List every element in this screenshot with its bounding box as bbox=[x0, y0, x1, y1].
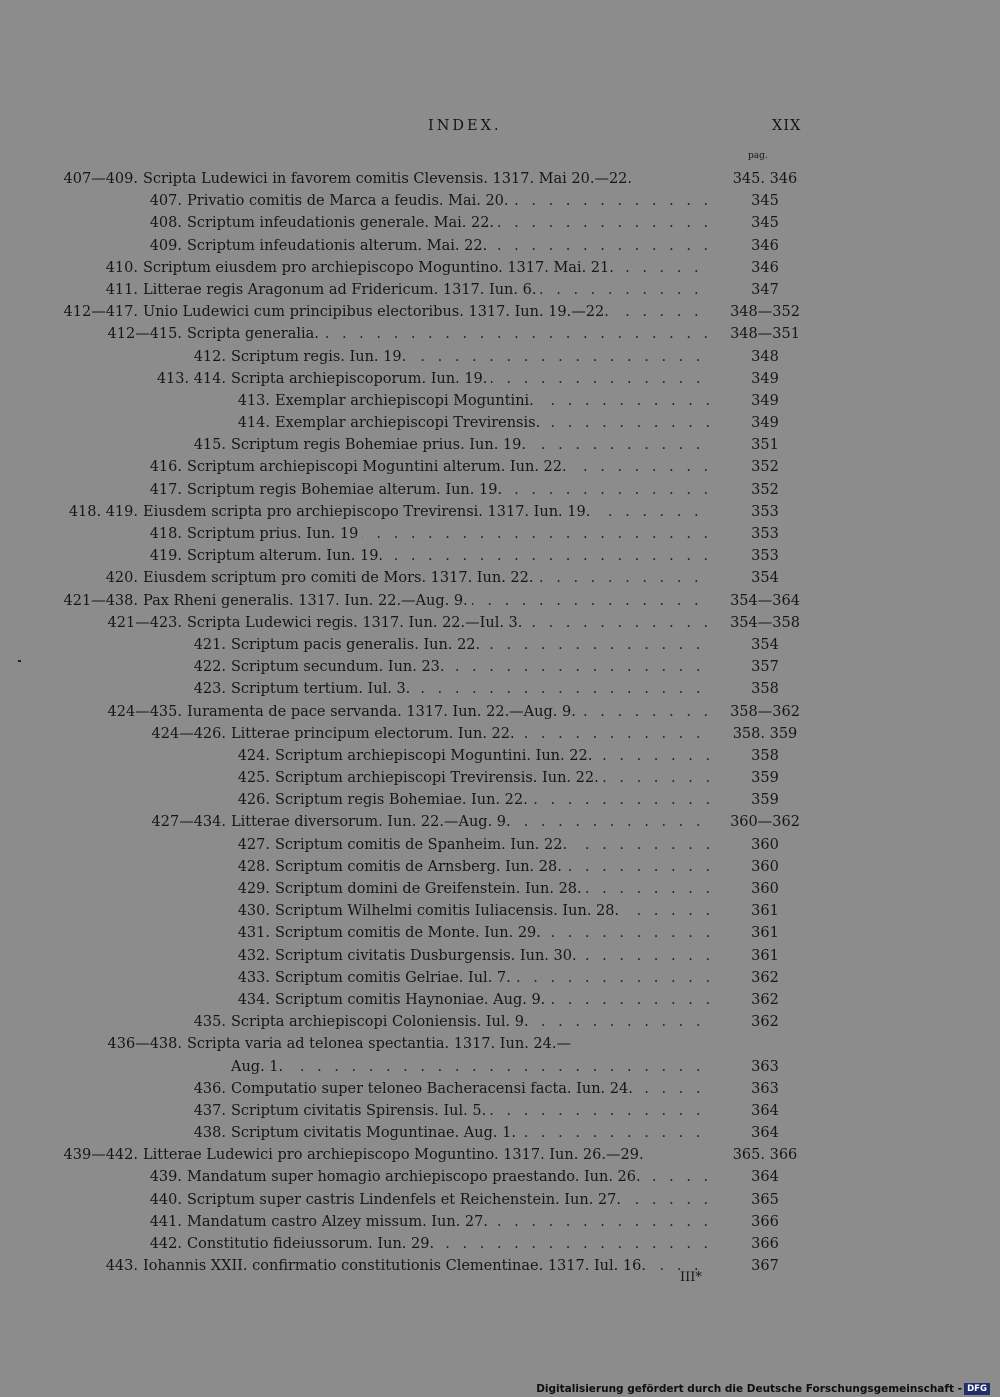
entry-number: 417. bbox=[149, 481, 182, 498]
funding-notice: Digitalisierung gefördert durch die Deutsche Forschungsgemeinschaft - bbox=[536, 1383, 962, 1395]
index-entry bbox=[0, 257, 1000, 279]
entry-page: 354—358 bbox=[730, 614, 800, 631]
index-entry bbox=[0, 1189, 1000, 1211]
entry-page: 346 bbox=[751, 259, 779, 276]
entry-number: 413. 414. bbox=[156, 370, 226, 387]
entry-page: 366 bbox=[751, 1213, 779, 1230]
entry-number: 407. bbox=[149, 193, 182, 210]
entry-title bbox=[231, 1011, 712, 1033]
entry-number: 438. bbox=[193, 1125, 226, 1142]
index-entry bbox=[0, 900, 1000, 922]
index-entry bbox=[0, 1011, 1000, 1033]
entry-title-text: Scriptum comitis de Spanheim. Iun. 22. bbox=[275, 837, 571, 853]
entry-number: 429. bbox=[237, 881, 270, 897]
entry-title-text: Iuramenta de pace servanda. 1317. Iun. 22.—Aug. 9. bbox=[187, 704, 580, 720]
index-entry bbox=[0, 346, 1000, 368]
entry-page: 353 bbox=[751, 548, 779, 565]
index-entry bbox=[0, 1255, 1000, 1277]
entry-title-text: Eiusdem scriptum pro comiti de Mors. 1317. Iun. 22. bbox=[143, 570, 537, 586]
entry-title bbox=[275, 390, 712, 412]
entry-number: 419. bbox=[149, 548, 182, 565]
entry-number: 441. bbox=[149, 1213, 182, 1230]
entry-number: 431. bbox=[237, 925, 270, 942]
entry-page: 358—362 bbox=[730, 703, 800, 720]
entry-page: 351 bbox=[751, 437, 779, 454]
entry-number: 426. bbox=[237, 792, 270, 809]
entry-number: 435. bbox=[193, 1014, 226, 1031]
index-entry bbox=[0, 878, 1000, 900]
entry-title bbox=[143, 1255, 712, 1277]
entry-page: 358. 359 bbox=[732, 725, 798, 742]
entry-title-text: Litterae diversorum. Iun. 22.—Aug. 9. bbox=[231, 814, 515, 830]
index-entry bbox=[0, 390, 1000, 412]
entry-title-text: Scriptum infeudationis generale. Mai. 22. bbox=[187, 215, 498, 231]
entry-page: 360—362 bbox=[730, 814, 800, 831]
entry-title-text: Scriptum civitatis Spirensis. Iul. 5. bbox=[231, 1103, 490, 1119]
index-entry bbox=[0, 678, 1000, 700]
entry-title-text: Scriptum comitis Haynoniae. Aug. 9. bbox=[275, 992, 549, 1008]
entry-number: 433. bbox=[237, 969, 270, 986]
entry-title-text: Eiusdem scripta pro archiepiscopo Trevirensi. 1317. Iun. 19. bbox=[143, 504, 594, 520]
entry-page: 354 bbox=[751, 636, 779, 653]
entry-title bbox=[143, 1144, 728, 1166]
entry-page: 358 bbox=[751, 681, 779, 698]
entry-number: 432. bbox=[237, 947, 270, 964]
entry-number: 408. bbox=[149, 215, 182, 232]
entry-title bbox=[231, 656, 712, 678]
entry-title bbox=[187, 190, 712, 212]
index-entry bbox=[0, 212, 1000, 234]
entry-page: 349 bbox=[751, 415, 779, 432]
index-entry bbox=[0, 701, 1000, 723]
entry-number: 410. bbox=[105, 259, 138, 276]
entry-page: 360 bbox=[751, 836, 779, 853]
entry-page: 367 bbox=[751, 1258, 779, 1275]
entry-title bbox=[231, 678, 712, 700]
entry-title-text: Scriptum regis. Iun. 19. bbox=[231, 349, 410, 365]
entry-title bbox=[275, 900, 712, 922]
entry-title bbox=[231, 1122, 712, 1144]
index-entry bbox=[0, 922, 1000, 944]
entry-number: 424. bbox=[237, 747, 270, 764]
index-entry bbox=[0, 190, 1000, 212]
entry-title-text: Scriptum secundum. Iun. 23. bbox=[231, 659, 449, 675]
entry-title-text: Scriptum comitis de Arnsberg. Iun. 28. bbox=[275, 859, 566, 875]
index-entry bbox=[0, 612, 1000, 634]
entry-title-text: Constitutio fideiussorum. Iun. 29. bbox=[187, 1236, 438, 1252]
entry-page: 345 bbox=[751, 193, 779, 210]
entry-number: 439—442. bbox=[63, 1147, 138, 1164]
entry-title bbox=[231, 1100, 712, 1122]
entry-title-text: Scripta generalia. bbox=[187, 326, 323, 342]
entry-number: 427. bbox=[237, 836, 270, 853]
entry-page: 347 bbox=[751, 281, 779, 298]
entry-title bbox=[187, 612, 712, 634]
entry-number: 443. bbox=[105, 1258, 138, 1275]
entry-title-text: Scriptum archiepiscopi Moguntini alterum. Iun. 22. bbox=[187, 459, 571, 475]
entry-title bbox=[275, 989, 712, 1011]
signature-mark: III* bbox=[680, 1270, 702, 1285]
entry-title bbox=[275, 834, 712, 856]
index-entry bbox=[0, 479, 1000, 501]
entry-title-text: Scriptum domini de Greifenstein. Iun. 28. bbox=[275, 881, 586, 897]
entry-title-text: Scriptum regis Bohemiae. Iun. 22. bbox=[275, 792, 532, 808]
entry-title-text: Mandatum super homagio archiepiscopo praestando. Iun. 26. bbox=[187, 1169, 645, 1185]
entry-title-text: Scriptum tertium. Iul. 3. bbox=[231, 681, 414, 697]
entry-title bbox=[231, 368, 712, 390]
entry-title bbox=[231, 811, 712, 833]
entry-number: 412—415. bbox=[107, 326, 182, 343]
entry-page: 362 bbox=[751, 991, 779, 1008]
entry-title bbox=[187, 1033, 728, 1055]
entry-title-text: Scriptum Wilhelmi comitis Iuliacensis. Iun. 28. bbox=[275, 903, 623, 919]
entry-page: 354 bbox=[751, 570, 779, 587]
index-entries bbox=[0, 168, 1000, 1277]
index-entry bbox=[0, 789, 1000, 811]
entry-number: 407—409. bbox=[63, 171, 138, 187]
entry-number: 428. bbox=[237, 858, 270, 875]
entry-title bbox=[275, 967, 712, 989]
entry-page: 361 bbox=[751, 903, 779, 920]
entry-page: 348—352 bbox=[730, 304, 800, 321]
entry-title bbox=[231, 434, 712, 456]
entry-title-text: Litterae principum electorum. Iun. 22. bbox=[231, 726, 519, 742]
entry-page: 361 bbox=[751, 925, 779, 942]
entry-title bbox=[231, 723, 712, 745]
entry-number: 437. bbox=[193, 1102, 226, 1119]
entry-number: 412. bbox=[193, 348, 226, 365]
entry-number: 440. bbox=[149, 1191, 182, 1208]
entry-title-text: Scriptum archiepiscopi Moguntini. Iun. 22. bbox=[275, 748, 596, 764]
entry-number: 421—423. bbox=[107, 614, 182, 631]
entry-title bbox=[231, 634, 712, 656]
entry-title-text: Scriptum alterum. Iun. 19. bbox=[187, 548, 387, 564]
entry-number: 413. bbox=[237, 392, 270, 409]
index-entry bbox=[0, 834, 1000, 856]
dfg-logo: DFG bbox=[964, 1383, 990, 1395]
entry-title-text: Scripta archiepiscopi Coloniensis. Iul. 9. bbox=[231, 1014, 533, 1030]
index-entry bbox=[0, 1144, 1000, 1166]
page-header-number: XIX bbox=[772, 118, 802, 134]
entry-number: 421—438. bbox=[63, 592, 138, 609]
index-entry bbox=[0, 590, 1000, 612]
entry-title bbox=[187, 1211, 712, 1233]
entry-page: 353 bbox=[751, 526, 779, 542]
entry-title-text: Scripta varia ad telonea spectantia. 1317. Iun. 24.— bbox=[187, 1036, 575, 1052]
entry-title bbox=[275, 745, 712, 767]
entry-title bbox=[187, 235, 712, 257]
entry-page: 361 bbox=[751, 947, 779, 964]
index-entry bbox=[0, 1100, 1000, 1122]
entry-title-text: Mandatum castro Alzey missum. Iun. 27. bbox=[187, 1214, 492, 1230]
entry-page: 346 bbox=[751, 237, 779, 254]
entry-number: 427—434. bbox=[151, 814, 226, 831]
index-entry bbox=[0, 434, 1000, 456]
entry-page: 366 bbox=[751, 1236, 779, 1252]
entry-page: 363 bbox=[751, 1058, 779, 1075]
entry-title bbox=[187, 456, 712, 478]
entry-title bbox=[275, 878, 712, 900]
entry-title bbox=[143, 279, 712, 301]
index-entry bbox=[0, 1166, 1000, 1188]
entry-title bbox=[187, 212, 712, 234]
index-entry bbox=[0, 767, 1000, 789]
entry-title bbox=[275, 922, 712, 944]
entry-title bbox=[275, 412, 712, 434]
index-entry bbox=[0, 945, 1000, 967]
index-entry bbox=[0, 634, 1000, 656]
entry-title bbox=[231, 1078, 712, 1100]
entry-title bbox=[187, 701, 712, 723]
entry-title bbox=[275, 789, 712, 811]
entry-title-text: Litterae regis Aragonum ad Fridericum. 1317. Iun. 6. bbox=[143, 282, 540, 298]
entry-title-text: Exemplar archiepiscopi Moguntini. bbox=[275, 393, 538, 409]
index-entry bbox=[0, 723, 1000, 745]
entry-title bbox=[143, 301, 712, 323]
index-entry bbox=[0, 301, 1000, 323]
entry-page: 345. 346 bbox=[732, 171, 798, 187]
entry-title-text: Scriptum comitis Gelriae. Iul. 7. bbox=[275, 970, 515, 986]
entry-page: 359 bbox=[751, 770, 779, 787]
entry-title bbox=[275, 945, 712, 967]
index-entry bbox=[0, 1033, 1000, 1055]
entry-number: 409. bbox=[149, 237, 182, 254]
entry-title-text: Scriptum super castris Lindenfels et Reichenstein. Iun. 27. bbox=[187, 1192, 625, 1208]
entry-page: 354—364 bbox=[730, 592, 800, 609]
index-entry bbox=[0, 656, 1000, 678]
entry-number: 420. bbox=[105, 570, 138, 587]
entry-page: 359 bbox=[751, 792, 779, 809]
entry-title-text: Scriptum archiepiscopi Trevirensis. Iun. 22. bbox=[275, 770, 603, 786]
entry-number: 442. bbox=[149, 1236, 182, 1252]
entry-page: 358 bbox=[751, 747, 779, 764]
entry-title-text: Scriptum regis Bohemiae alterum. Iun. 19. bbox=[187, 482, 506, 498]
entry-title bbox=[143, 168, 728, 190]
entry-title bbox=[143, 501, 712, 523]
entry-title bbox=[187, 1166, 712, 1188]
entry-number: 415. bbox=[193, 437, 226, 454]
entry-title bbox=[275, 767, 712, 789]
entry-title-text: Aug. 1. bbox=[231, 1059, 287, 1075]
entry-number: 424—426. bbox=[151, 725, 226, 742]
entry-title bbox=[187, 323, 712, 345]
entry-number: 416. bbox=[149, 459, 182, 476]
entry-title bbox=[231, 346, 712, 368]
index-entry bbox=[0, 967, 1000, 989]
index-entry bbox=[0, 368, 1000, 390]
entry-page: 364 bbox=[751, 1169, 779, 1186]
entry-title-text: Iohannis XXII. confirmatio constitutionis Clementinae. 1317. Iul. 16. bbox=[143, 1258, 650, 1274]
entry-number: 414. bbox=[237, 415, 270, 432]
entry-title-text: Scripta Ludewici regis. 1317. Iun. 22.—Iul. 3. bbox=[187, 615, 526, 631]
entry-page: 348 bbox=[751, 348, 779, 365]
entry-page: 352 bbox=[751, 481, 779, 498]
entry-title-text: Scriptum pacis generalis. Iun. 22. bbox=[231, 637, 484, 653]
entry-page: 365. 366 bbox=[732, 1147, 798, 1164]
entry-number: 424—435. bbox=[107, 703, 182, 720]
entry-title-text: Pax Rheni generalis. 1317. Iun. 22.—Aug. 9. bbox=[143, 593, 472, 609]
index-entry bbox=[0, 1078, 1000, 1100]
entry-title-text: Scriptum prius. Iun. 19 bbox=[187, 526, 362, 542]
index-entry bbox=[0, 168, 1000, 190]
entry-page: 352 bbox=[751, 459, 779, 476]
entry-page: 362 bbox=[751, 969, 779, 986]
entry-page: 365 bbox=[751, 1191, 779, 1208]
entry-page: 353 bbox=[751, 503, 779, 520]
entry-title bbox=[143, 257, 712, 279]
entry-number: 411. bbox=[105, 281, 138, 298]
entry-title-text: Litterae Ludewici pro archiepiscopo Moguntino. 1317. Iun. 26.—29. bbox=[143, 1147, 648, 1163]
entry-title-text: Scriptum regis Bohemiae prius. Iun. 19. bbox=[231, 437, 530, 453]
index-entry bbox=[0, 1122, 1000, 1144]
entry-number: 422. bbox=[193, 659, 226, 676]
entry-page: 362 bbox=[751, 1014, 779, 1031]
entry-title-text: Exemplar archiepiscopi Trevirensis. bbox=[275, 415, 544, 431]
entry-page: 348—351 bbox=[730, 326, 800, 343]
entry-number: 436. bbox=[193, 1080, 226, 1097]
entry-title-text: Scriptum eiusdem pro archiepiscopo Moguntino. 1317. Mai. 21. bbox=[143, 260, 618, 276]
index-entry bbox=[0, 856, 1000, 878]
entry-number: 418. bbox=[149, 526, 182, 542]
entry-title bbox=[187, 545, 712, 567]
entry-number: 436—438. bbox=[107, 1036, 182, 1053]
entry-page: 349 bbox=[751, 392, 779, 409]
entry-title-text: Scriptum civitatis Moguntinae. Aug. 1. bbox=[231, 1125, 520, 1141]
index-entry bbox=[0, 323, 1000, 345]
page-header-title: INDEX. bbox=[428, 118, 502, 134]
entry-title bbox=[275, 856, 712, 878]
entry-page: 360 bbox=[751, 881, 779, 897]
entry-title-text: Scripta archiepiscoporum. Iun. 19. bbox=[231, 371, 491, 387]
entry-number: 439. bbox=[149, 1169, 182, 1186]
index-entry bbox=[0, 1056, 1000, 1078]
entry-page: 345 bbox=[751, 215, 779, 232]
entry-page: 363 bbox=[751, 1080, 779, 1097]
entry-page: 357 bbox=[751, 659, 779, 676]
entry-page: 360 bbox=[751, 858, 779, 875]
index-entry bbox=[0, 545, 1000, 567]
entry-title-text: Computatio super teloneo Bacheracensi facta. Iun. 24. bbox=[231, 1081, 637, 1097]
entry-number: 430. bbox=[237, 903, 270, 920]
entry-title bbox=[187, 479, 712, 501]
entry-page: 349 bbox=[751, 370, 779, 387]
entry-number: 421. bbox=[193, 636, 226, 653]
index-entry bbox=[0, 1233, 1000, 1255]
entry-page: 364 bbox=[751, 1125, 779, 1142]
entry-number: 423. bbox=[193, 681, 226, 698]
index-entry bbox=[0, 745, 1000, 767]
index-entry bbox=[0, 1211, 1000, 1233]
index-entry bbox=[0, 279, 1000, 301]
entry-number: 412—417. bbox=[63, 304, 138, 321]
entry-number: 418. 419. bbox=[68, 503, 138, 520]
index-entry bbox=[0, 989, 1000, 1011]
entry-title bbox=[187, 523, 712, 545]
index-entry bbox=[0, 811, 1000, 833]
entry-title-text: Unio Ludewici cum principibus electoribus. 1317. Iun. 19.—22. bbox=[143, 304, 613, 320]
entry-title-text: Scriptum civitatis Dusburgensis. Iun. 30. bbox=[275, 948, 581, 964]
index-entry bbox=[0, 501, 1000, 523]
index-entry bbox=[0, 235, 1000, 257]
index-entry bbox=[0, 567, 1000, 589]
index-entry bbox=[0, 523, 1000, 545]
entry-title-text: Scriptum comitis de Monte. Iun. 29. bbox=[275, 925, 545, 941]
entry-title bbox=[143, 590, 712, 612]
entry-title bbox=[187, 1233, 712, 1255]
entry-title bbox=[143, 567, 712, 589]
entry-title-text: Scripta Ludewici in favorem comitis Clevensis. 1317. Mai 20.—22. bbox=[143, 171, 636, 187]
entry-title bbox=[187, 1189, 712, 1211]
entry-number: 434. bbox=[237, 991, 270, 1008]
index-entry bbox=[0, 412, 1000, 434]
entry-title bbox=[231, 1056, 712, 1078]
entry-title-text: Scriptum infeudationis alterum. Mai. 22. bbox=[187, 238, 491, 254]
entry-number: 425. bbox=[237, 770, 270, 787]
index-entry bbox=[0, 456, 1000, 478]
pag-column-label: pag. bbox=[748, 151, 768, 161]
scan-speck bbox=[18, 660, 21, 662]
entry-page: 364 bbox=[751, 1102, 779, 1119]
entry-title-text: Privatio comitis de Marca a feudis. Mai. 20. bbox=[187, 193, 513, 209]
